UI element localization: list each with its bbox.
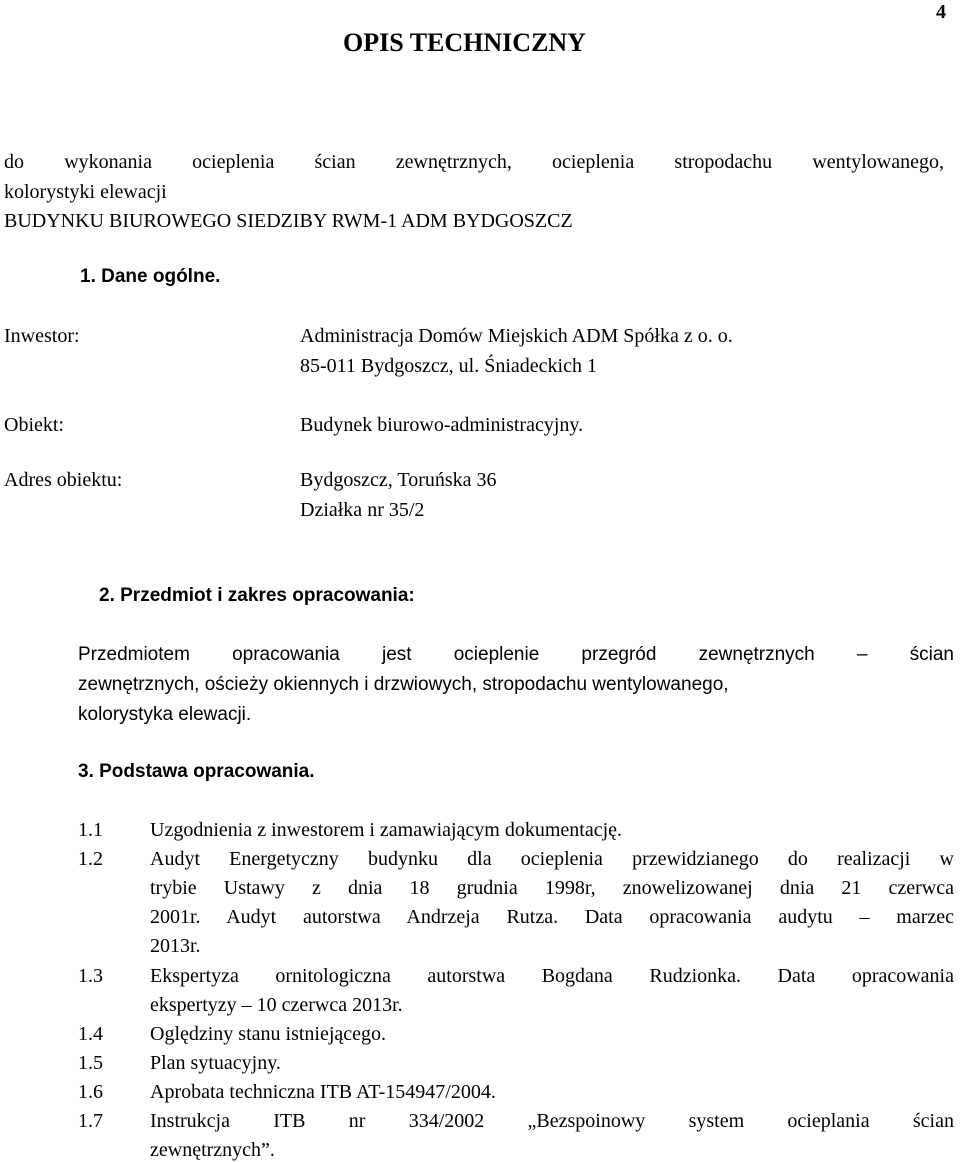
object-label: Obiekt: (4, 414, 64, 436)
section-heading-general: 1. Dane ogólne. (80, 266, 221, 287)
page-number: 4 (936, 1, 946, 23)
list-item-text: Ekspertyza ornitologiczna autorstwa Bogdana Rudzionka. Data opracowania (150, 965, 954, 987)
list-item-text: Oględziny stanu istniejącego. (150, 1023, 387, 1045)
list-item-number: 1.7 (78, 1110, 103, 1132)
address-value: Bydgoszcz, Toruńska 36 (300, 469, 497, 491)
plot-number: Działka nr 35/2 (300, 499, 425, 521)
document-title: OPIS TECHNICZNY (343, 28, 586, 57)
list-item-text: Instrukcja ITB nr 334/2002 „Bezspoinowy system ocieplania ścian (150, 1110, 954, 1132)
list-item-number: 1.6 (78, 1081, 103, 1103)
list-item-number: 1.5 (78, 1052, 103, 1074)
list-item-text: ekspertyzy – 10 czerwca 2013r. (150, 994, 403, 1016)
list-item-text: 2001r. Audyt autorstwa Andrzeja Rutza. Data opracowania audytu – marzec (150, 906, 954, 928)
section-heading-scope: 2. Przedmiot i zakres opracowania: (99, 585, 415, 606)
list-item-text: Audyt Energetyczny budynku dla ocieplenia przewidzianego do realizacji w (150, 848, 954, 870)
scope-text-line: zewnętrznych, ościeży okiennych i drzwiowych, stropodachu wentylowanego, (78, 674, 729, 695)
list-item-number: 1.1 (78, 819, 103, 841)
list-item-text: trybie Ustawy z dnia 18 grudnia 1998r, znowelizowanej dnia 21 czerwca (150, 877, 954, 899)
list-item-text: zewnętrznych”. (150, 1139, 275, 1161)
scope-text-line: Przedmiotem opracowania jest ocieplenie przegród zewnętrznych – ścian (78, 644, 954, 665)
investor-address: 85-011 Bydgoszcz, ul. Śniadeckich 1 (300, 355, 597, 377)
list-item-text: Aprobata techniczna ITB AT-154947/2004. (150, 1081, 496, 1103)
list-item-text: Plan sytuacyjny. (150, 1052, 281, 1074)
list-item-text: 2013r. (150, 935, 201, 957)
subtitle-line: do wykonania ocieplenia ścian zewnętrznych, ocieplenia stropodachu wentylowanego, (4, 151, 944, 173)
scope-text-line: kolorystyka elewacji. (78, 704, 252, 725)
list-item-number: 1.4 (78, 1023, 103, 1045)
subtitle-line: kolorystyki elewacji (4, 181, 167, 203)
investor-label: Inwestor: (4, 325, 80, 347)
list-item-number: 1.2 (78, 848, 103, 870)
section-heading-basis: 3. Podstawa opracowania. (78, 761, 315, 782)
investor-name: Administracja Domów Miejskich ADM Spółka z o. o. (300, 325, 733, 347)
list-item-number: 1.3 (78, 965, 103, 987)
address-label: Adres obiektu: (4, 469, 123, 491)
object-value: Budynek biurowo-administracyjny. (300, 414, 584, 436)
building-name: BUDYNKU BIUROWEGO SIEDZIBY RWM-1 ADM BYDGOSZCZ (4, 210, 573, 232)
list-item-text: Uzgodnienia z inwestorem i zamawiającym dokumentację. (150, 819, 623, 841)
